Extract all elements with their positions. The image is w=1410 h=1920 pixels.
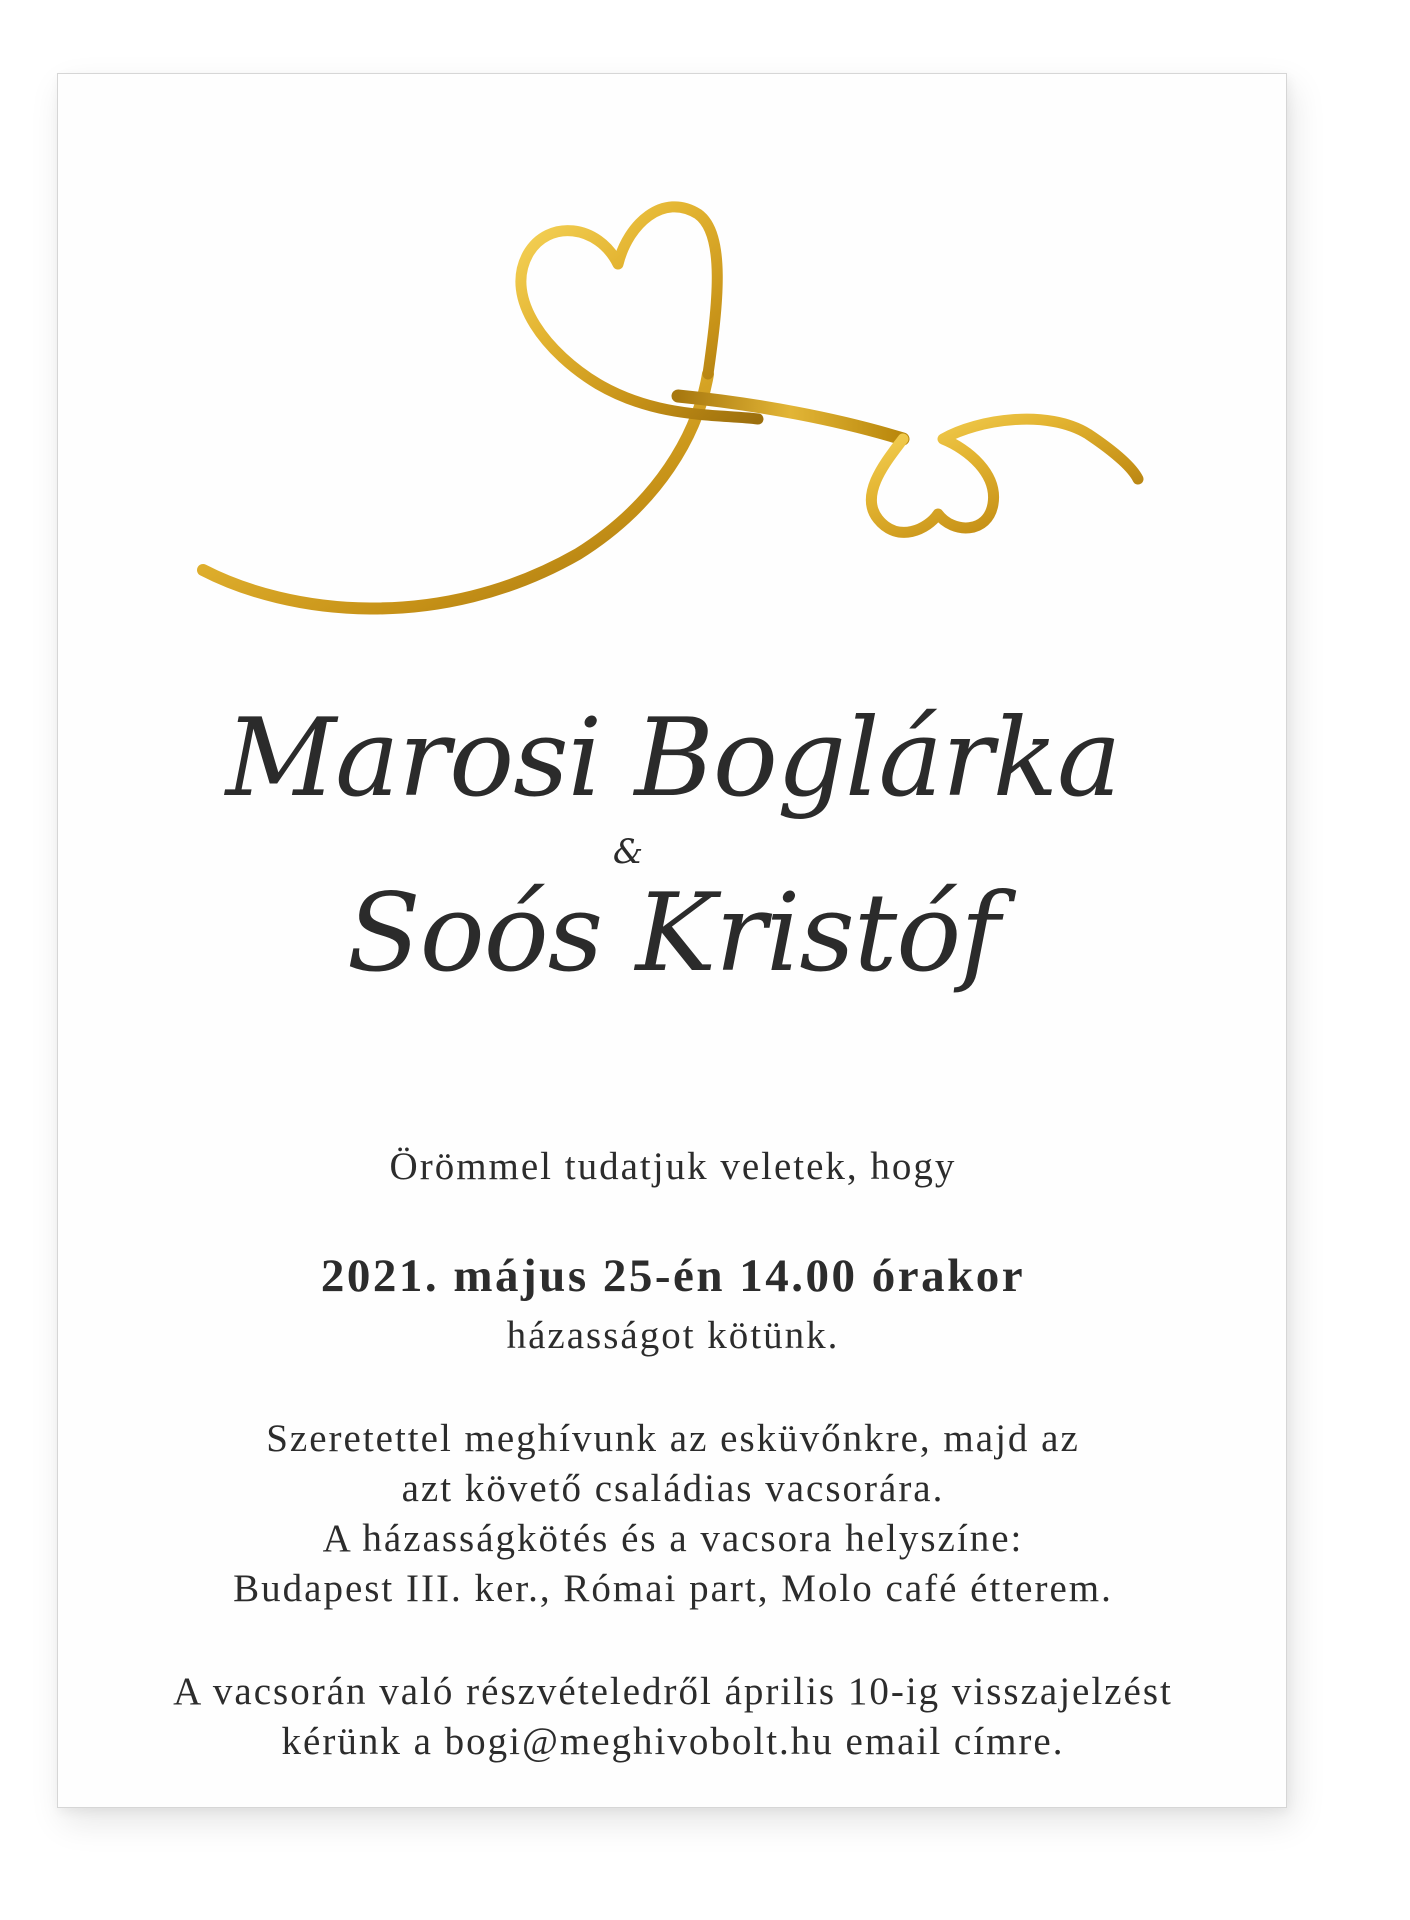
groom-name: Soós Kristóf: [346, 871, 1000, 996]
gold-ribbon-hearts-icon: [58, 74, 1288, 694]
details-line: A házasságkötés és a vacsora helyszíne:: [322, 1517, 1024, 1560]
date-time: 2021. május 25-én 14.00 órakor: [320, 1250, 1026, 1302]
ampersand: &: [612, 832, 644, 872]
invitation-card: [57, 73, 1287, 1808]
details-line: azt követő családias vacsorára.: [401, 1467, 945, 1510]
rsvp-line: A vacsorán való részvételedről április 10-ig visszajelzést: [173, 1670, 1173, 1713]
marry-line: házasságot kötünk.: [506, 1314, 840, 1357]
details-line: Szeretettel meghívunk az esküvőnkre, majd az: [266, 1417, 1080, 1460]
rsvp-line: kérünk a bogi@meghivobolt.hu email címre.: [281, 1720, 1065, 1763]
intro-text: Örömmel tudatjuk veletek, hogy: [389, 1145, 957, 1188]
bride-name: Marosi Boglárka: [225, 696, 1121, 821]
details-line: Budapest III. ker., Római part, Molo café étterem.: [233, 1567, 1113, 1610]
